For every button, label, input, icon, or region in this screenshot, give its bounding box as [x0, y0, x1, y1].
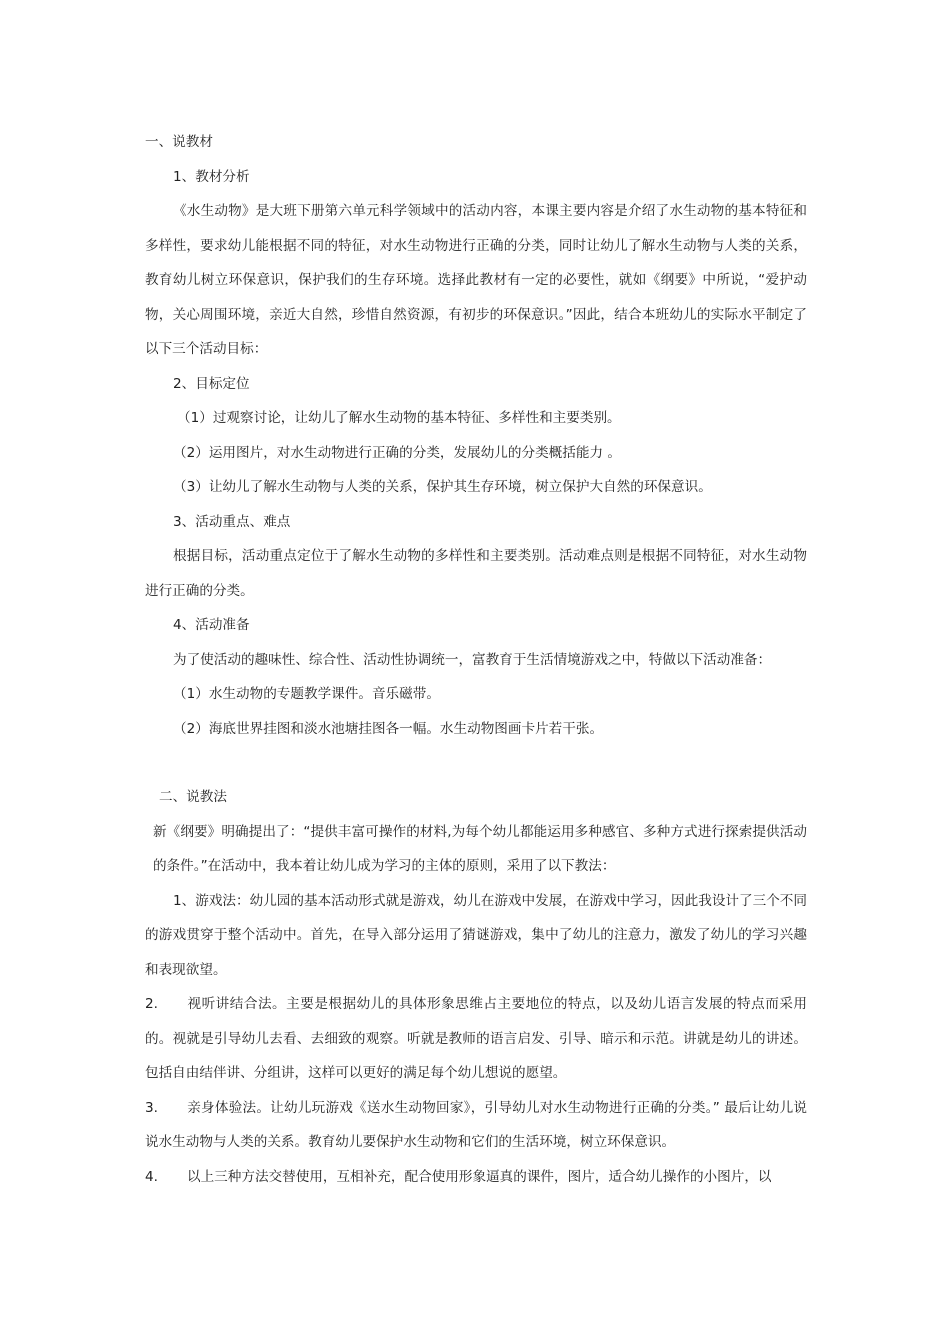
list-number: 3. — [145, 1099, 158, 1116]
paragraph-method-game: 1、游戏法：幼儿园的基本活动形式就是游戏，幼儿在游戏中发展，在游戏中学习，因此我设计了三个不同的游戏贯穿于整个活动中。首先，在导入部分运用了猜谜游戏，集中了幼儿的注意力，激发了幼儿的学习兴趣和表现欲望。 — [145, 892, 807, 978]
preparation-item-1: （1）水生动物的专题教学课件。音乐磁带。 — [173, 686, 440, 702]
list-number: 2. — [145, 996, 158, 1012]
paragraph-preparation: 为了使活动的趣味性、综合性、活动性协调统一，富教育于生活情境游戏之中，特做以下活动准备： — [173, 651, 772, 668]
preparation-item-2: （2）海底世界挂图和淡水池塘挂图各一幅。水生动物图画卡片若干张。 — [173, 720, 604, 737]
method-text: 视听讲结合法。主要是根据幼儿的具体形象思维占主要地位的特点，以及幼儿语言发展的特点而采用的。视就是引导幼儿去看、去细致的观察。听就是教师的语言启发、引导、暗示和示范。讲就是幼儿的讲述。包括自由结伴讲、分组讲，这样可以更好的满足每个幼儿想说的愿望。 — [145, 996, 807, 1081]
paragraph-method-combined — [145, 1160, 807, 1195]
section-gap — [145, 746, 807, 780]
method-text: 亲身体验法。让幼儿玩游戏《送水生动物回家》，引导幼儿对水生动物进行正确的分类。” 最后让幼儿说说水生动物与人类的关系。教育幼儿要保护水生动物和它们的生活环境，树立环保意识。 — [145, 1099, 807, 1150]
section-heading-teaching-method: 二、说教法 — [159, 789, 227, 805]
goal-item-3: （3）让幼儿了解水生动物与人类的关系，保护其生存环境，树立保护大自然的环保意识。 — [173, 479, 712, 495]
goal-item-2: （2）运用图片，对水生动物进行正确的分类，发展幼儿的分类概括能力 。 — [173, 444, 621, 461]
paragraph-material-analysis: 《水生动物》是大班下册第六单元科学领域中的活动内容，本课主要内容是介绍了水生动物的基本特征和多样性，要求幼儿能根据不同的特征，对水生动物进行正确的分类，同时让幼儿了解水生动物与人类的关系，教育幼儿树立环保意识，保护我们的生存环境。选择此教材有一定的必要性，就如《纲要》中所说，“爱护动物，关心周围环境，亲近大自然，珍惜自然资源，有初步的环保意识。”因此，结合本班幼儿的实际水平制定了以下三个活动目标： — [145, 203, 807, 357]
subheading-material-analysis: 1、教材分析 — [173, 168, 250, 185]
section-heading-teaching-material: 一、说教材 — [145, 134, 213, 150]
subheading-goal: 2、目标定位 — [173, 375, 250, 392]
list-number: 4. — [145, 1168, 158, 1185]
paragraph-method-intro: 新《纲要》明确提出了：“提供丰富可操作的材料,为每个幼儿都能运用多种感官、多种方式进行探索提供活动的条件。”在活动中，我本着让幼儿成为学习的主体的原则，采用了以下教法： — [153, 823, 807, 874]
subheading-preparation: 4、活动准备 — [173, 617, 250, 633]
paragraph-method-audiovisual — [145, 987, 807, 1091]
method-text: 以上三种方法交替使用，互相补充，配合使用形象逼真的课件，图片，适合幼儿操作的小图片，以 — [187, 1168, 772, 1185]
paragraph-key-points: 根据目标，活动重点定位于了解水生动物的多样性和主要类别。活动难点则是根据不同特征，对水生动物进行正确的分类。 — [145, 548, 807, 599]
paragraph-method-experience — [145, 1091, 807, 1160]
goal-item-1: （1）过观察讨论，让幼儿了解水生动物的基本特征、多样性和主要类别。 — [177, 410, 621, 426]
subheading-key-points: 3、活动重点、难点 — [173, 513, 291, 530]
document-body — [145, 125, 807, 1194]
